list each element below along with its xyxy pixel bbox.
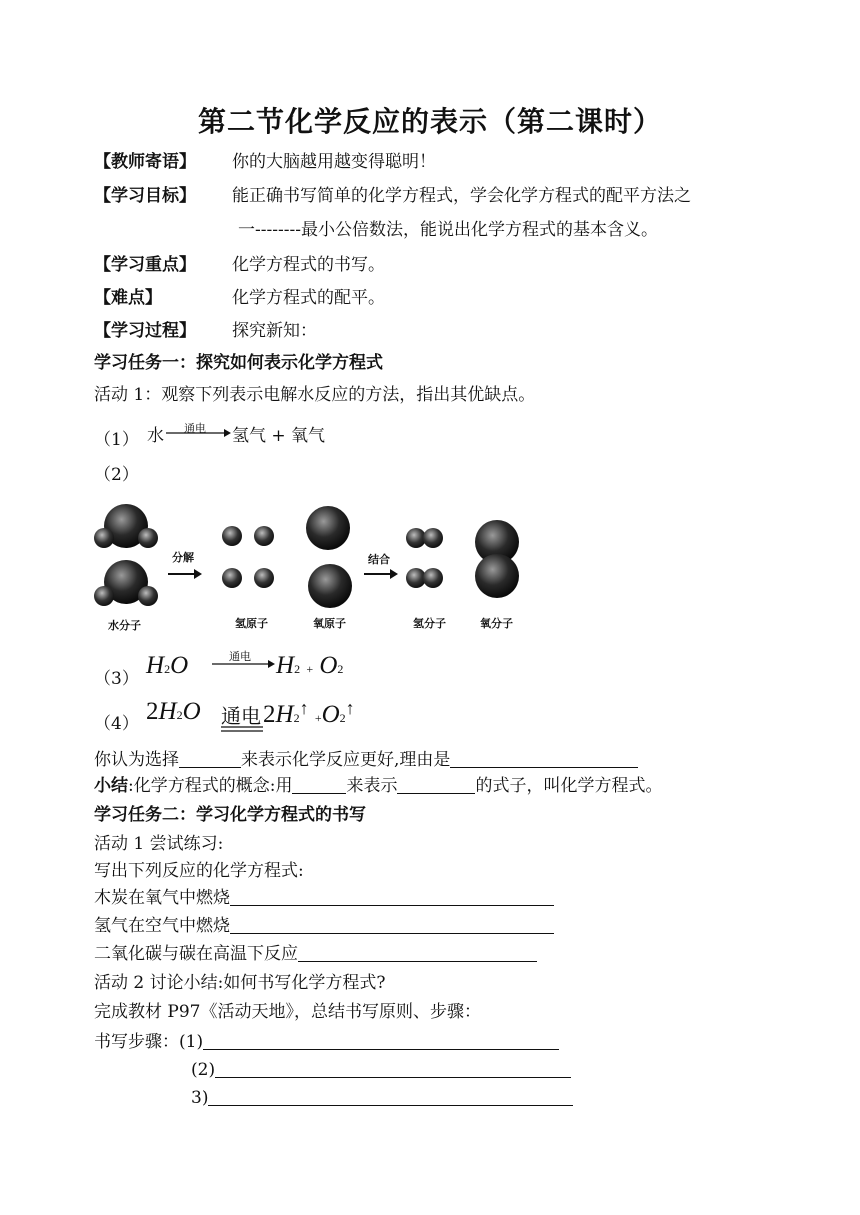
teacher-message-text: 你的大脑越用越变得聪明！: [232, 152, 436, 172]
item3-number: （3）: [94, 669, 139, 689]
step3-number: 3): [191, 1088, 209, 1108]
label-combine: 结合: [368, 553, 390, 566]
water-molecule-top: [94, 504, 158, 548]
task2-activity2: 活动 2 讨论小结:如何书写化学方程式?: [94, 973, 386, 993]
task1-activity1: 活动 1：观察下列表示电解水反应的方法，指出其优缺点。: [94, 385, 536, 405]
reaction2-text: 氢气在空气中燃烧: [94, 916, 230, 936]
item1-condition: 通电: [184, 422, 206, 435]
label-o-atom: 氧原子: [313, 617, 346, 630]
label-h-molecule: 氢分子: [413, 617, 446, 630]
summary-blank-2[interactable]: [397, 775, 475, 794]
label-water-molecule: 水分子: [108, 619, 141, 632]
reaction3-text: 二氧化碳与碳在高温下反应: [94, 944, 298, 964]
label-o-molecule: 氧分子: [480, 617, 513, 630]
task2-instruction: 写出下列反应的化学方程式:: [94, 861, 304, 881]
item3-condition: 通电: [229, 650, 251, 663]
difficulty-label: 【难点】: [94, 288, 162, 308]
item1-number: （1）: [94, 430, 139, 450]
electrolysis-diagram: [94, 498, 534, 633]
goal-label: 【学习目标】: [94, 186, 196, 206]
reaction1-text: 木炭在氧气中燃烧: [94, 888, 230, 908]
reaction1-row: [94, 886, 554, 910]
process-label: 【学习过程】: [94, 321, 196, 341]
reaction1-blank[interactable]: [230, 887, 554, 906]
goal-text-1: 能正确书写简单的化学方程式，学会化学方程式的配平方法之: [232, 186, 691, 206]
item1-arrow-icon: [164, 426, 232, 440]
summary-label: 小结: [94, 776, 128, 796]
choose-row: [94, 748, 638, 772]
item4-products: 2H2↑ +O2↑: [263, 698, 355, 728]
reaction2-blank[interactable]: [230, 915, 554, 934]
step2-blank[interactable]: [215, 1059, 571, 1078]
step1-row: [94, 1030, 559, 1054]
step2-number: (2): [191, 1060, 216, 1080]
item3-products: H2 + O2: [276, 652, 344, 679]
step2-row: [191, 1058, 571, 1082]
step3-row: [191, 1086, 573, 1110]
reaction3-blank[interactable]: [298, 943, 537, 962]
summary-text-c: 的式子，叫化学方程式。: [475, 776, 663, 796]
summary-blank-1[interactable]: [292, 775, 346, 794]
item1-reactant: 水: [147, 426, 164, 446]
step3-blank[interactable]: [208, 1087, 573, 1106]
label-decompose: 分解: [172, 551, 194, 564]
step1-number: (1): [179, 1032, 204, 1052]
choose-text-b: 来表示化学反应更好,理由是: [241, 750, 451, 770]
page-title: 第二节化学反应的表示（第二课时）: [197, 105, 662, 138]
label-h-atom: 氢原子: [235, 617, 268, 630]
item3-arrow-icon: [210, 657, 276, 671]
item4-equal-sign: [221, 725, 263, 733]
focus-label: 【学习重点】: [94, 255, 196, 275]
reaction3-row: [94, 942, 537, 966]
item2-number: （2）: [94, 465, 139, 485]
process-text: 探究新知：: [232, 321, 317, 341]
teacher-message-row: [94, 150, 196, 174]
item1-products: 氢气 + 氧气: [232, 426, 326, 446]
summary-row: [94, 774, 662, 798]
task2-activity1: 活动 1 尝试练习:: [94, 834, 224, 854]
teacher-message-label: 【教师寄语】: [94, 152, 196, 172]
choose-text-a: 你认为选择: [94, 750, 179, 770]
focus-text: 化学方程式的书写。: [232, 255, 385, 275]
difficulty-text: 化学方程式的配平。: [232, 288, 385, 308]
summary-text-b: 来表示: [346, 776, 398, 796]
item4-condition: 通电: [221, 704, 261, 728]
item4-number: （4）: [94, 714, 139, 734]
step1-blank[interactable]: [203, 1031, 559, 1050]
steps-label: 书写步骤：: [94, 1032, 179, 1052]
choose-blank[interactable]: [179, 749, 241, 768]
item3-reactant: H2O: [146, 652, 189, 679]
item4-reactant: 2H2O: [146, 698, 201, 725]
summary-text-a: :化学方程式的概念:用: [128, 776, 293, 796]
reaction2-row: [94, 914, 554, 938]
task1-heading: 学习任务一：探究如何表示化学方程式: [94, 353, 383, 373]
task2-heading: 学习任务二：学习化学方程式的书写: [94, 805, 366, 825]
reason-blank[interactable]: [450, 749, 638, 768]
task2-textbook: 完成教材 P97《活动天地》，总结书写原则、步骤：: [94, 1002, 481, 1022]
goal-text-2: 一--------最小公倍数法，能说出化学方程式的基本含义。: [238, 220, 658, 240]
water-molecule-bottom: [94, 560, 158, 606]
